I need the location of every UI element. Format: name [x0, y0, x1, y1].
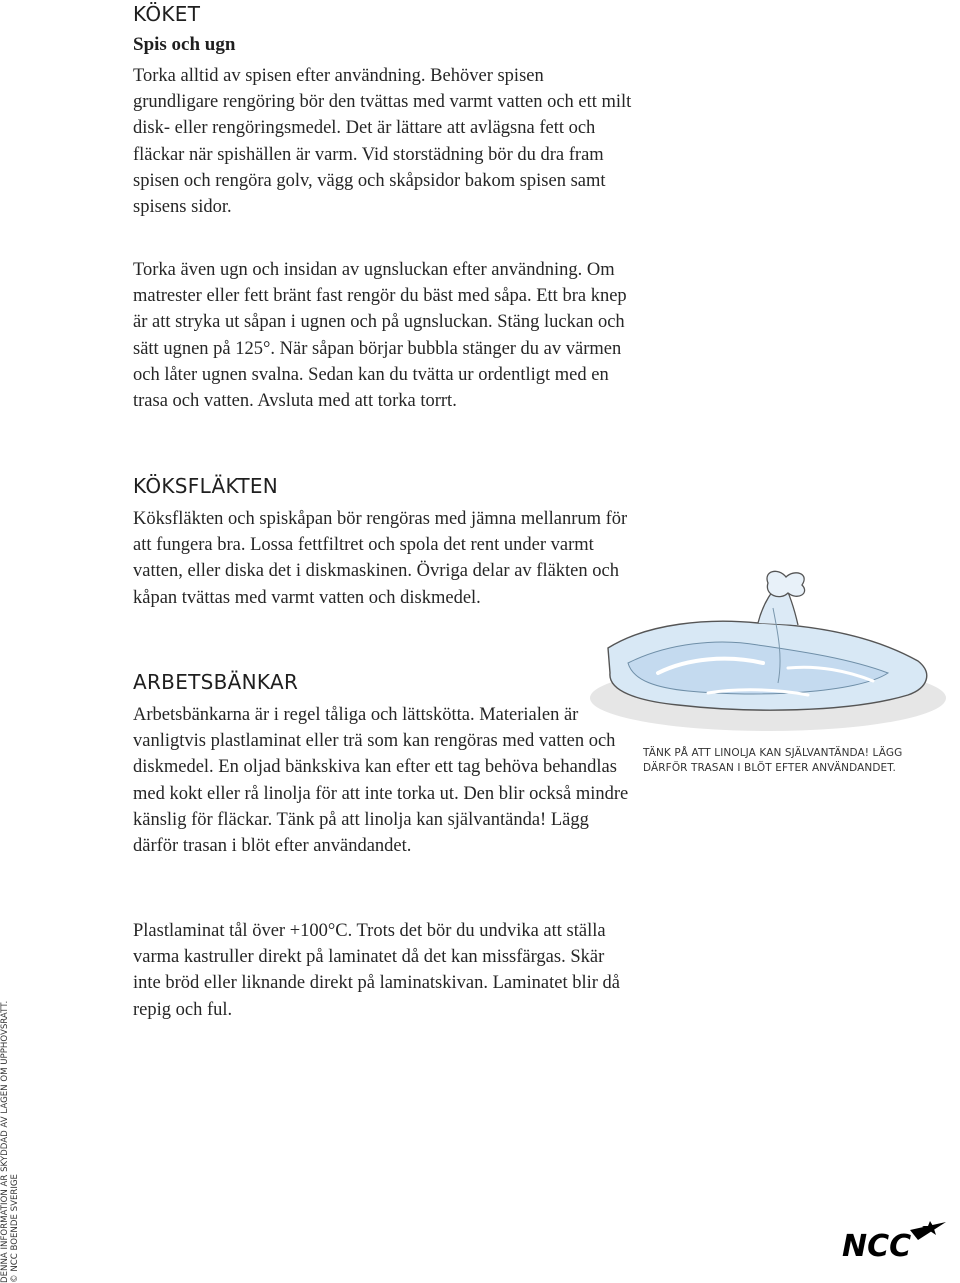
- illustration-caption: TÄNK PÅ ATT LINOLJA KAN SJÄLVANTÄNDA! LÄGG DÄRFÖR TRASAN I BLÖT EFTER ANVÄNDANDET.: [643, 747, 903, 774]
- copyright-notice: [0, 988, 20, 1283]
- subheading-spis-och-ugn: Spis och ugn: [133, 34, 236, 55]
- paragraph-ugn: Torka även ugn och insidan av ugnsluckan efter användning. Om matrester eller fett bränt fast rengör du bäst med såpa. Ett bra knep är att stryka ut såpan i ugnen och på ugnsluckan. Stäng luckan och sätt ugnen på 125°. När såpan börjar bubbla stänger du av värmen och låter ugnen svalna. Sedan kan du tvätta ur ordentligt med en trasa och vatten. Avsluta med att torka torrt.: [133, 260, 627, 412]
- paragraph-koksflakten: Köksfläkten och spiskåpan bör rengöras med jämna mellanrum för att fungera bra. Lossa fettfiltret och spola det rent under varmt vatten, eller diska det i diskmaskinen. Övriga delar av fläkten och kåpan tvättas med varmt vatten och diskmedel.: [133, 509, 628, 608]
- section-heading-arbetsbankar: ARBETSBÄNKAR: [133, 670, 299, 694]
- rag-in-bag-illustration: [588, 563, 948, 743]
- section-heading-koket: KÖKET: [133, 2, 201, 26]
- copyright-line-1: DENNA INFORMATION ÄR SKYDDAD AV LAGEN OM UPPHOVSRÄTT.: [0, 1000, 10, 1283]
- paragraph-spis: Torka alltid av spisen efter användning. Behöver spisen grundligare rengöring bör den tvättas med varmt vatten och ett milt disk- eller rengöringsmedel. Det är lättare att avlägsna fett och fläckar när spishällen är varm. Vid storstädning bör du dra fram spisen och rengöra golv, vägg och skåpsidor bakom spisen samt spisens sidor.: [133, 66, 632, 218]
- copyright-line-2: © NCC BOENDE SVERIGE: [10, 1174, 20, 1283]
- section-heading-koksflakten: KÖKSFLÄKTEN: [133, 474, 279, 498]
- paragraph-arbetsbankar: Arbetsbänkarna är i regel tåliga och lättskötta. Materialen är vanligtvis plastlaminat eller trä som kan rengöras med vatten och diskmedel. En oljad bänkskiva kan efter ett tag behöva behandlas med kokt eller rå linolja för att inte torka ut. Den blir också mindre känslig för fläckar. Tänk på att linolja kan självantända! Lägg därför trasan i blöt efter användandet.: [133, 705, 629, 857]
- bag-knot-top: [767, 571, 805, 596]
- ncc-logo: [838, 1218, 948, 1262]
- ncc-logo-text: NCC: [842, 1229, 912, 1262]
- paragraph-plastlaminat: Plastlaminat tål över +100°C. Trots det bör du undvika att ställa varma kastruller direkt på laminatet då det kan missfärgas. Skär inte bröd eller liknande direkt på laminatskivan. Laminatet blir då repig och ful.: [133, 921, 621, 1020]
